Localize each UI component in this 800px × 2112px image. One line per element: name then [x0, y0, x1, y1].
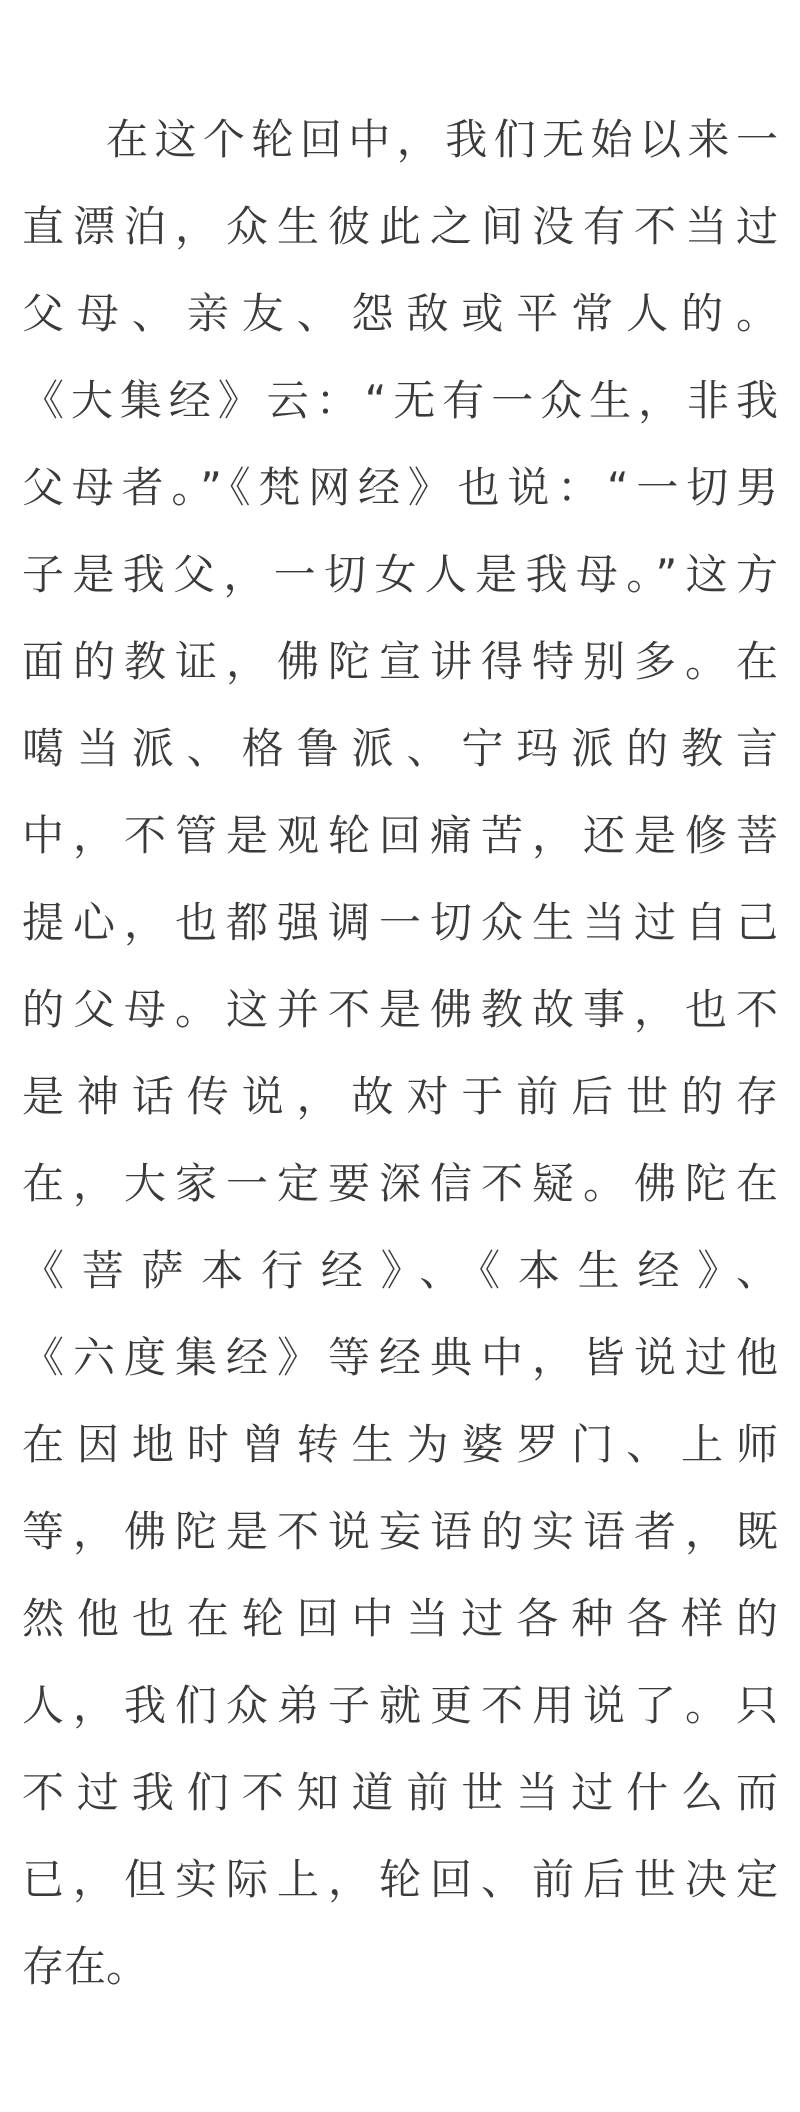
text-line: 《六度集经》等经典中，皆说过他	[22, 1333, 778, 1382]
text-line: 子是我父，一切女人是我母。”这方	[22, 550, 778, 599]
text-line: 等，佛陀是不说妄语的实语者，既	[22, 1507, 778, 1556]
text-line: 的父母。这并不是佛教故事，也不	[22, 985, 778, 1034]
text-line: 中，不管是观轮回痛苦，还是修菩	[22, 811, 778, 860]
text-line: 是神话传说，故对于前后世的存	[22, 1072, 778, 1121]
text-line: 在这个轮回中，我们无始以来一	[106, 115, 778, 164]
text-line: 面的教证，佛陀宣讲得特别多。在	[22, 637, 778, 686]
text-line: 不过我们不知道前世当过什么而	[22, 1768, 778, 1817]
text-line: 父母者。”《梵网经》也说：“一切男	[22, 463, 778, 512]
text-line: 噶当派、格鲁派、宁玛派的教言	[22, 724, 778, 773]
text-line: 《菩萨本行经》、《本生经》、	[22, 1246, 778, 1295]
text-line: 存在。	[22, 1942, 149, 1991]
text-line: 提心，也都强调一切众生当过自己	[22, 898, 778, 947]
text-line: 已，但实际上，轮回、前后世决定	[22, 1855, 778, 1904]
text-line: 父母、亲友、怨敌或平常人的。	[22, 289, 778, 338]
text-line: 在，大家一定要深信不疑。佛陀在	[22, 1159, 778, 1208]
text-line: 直漂泊，众生彼此之间没有不当过	[22, 202, 778, 251]
text-line: 《大集经》云：“无有一众生，非我	[22, 376, 778, 425]
text-line: 然他也在轮回中当过各种各样的	[22, 1594, 778, 1643]
text-line: 在因地时曾转生为婆罗门、上师	[22, 1420, 778, 1469]
article-paragraph	[22, 96, 778, 2010]
text-line: 人，我们众弟子就更不用说了。只	[22, 1681, 778, 1730]
